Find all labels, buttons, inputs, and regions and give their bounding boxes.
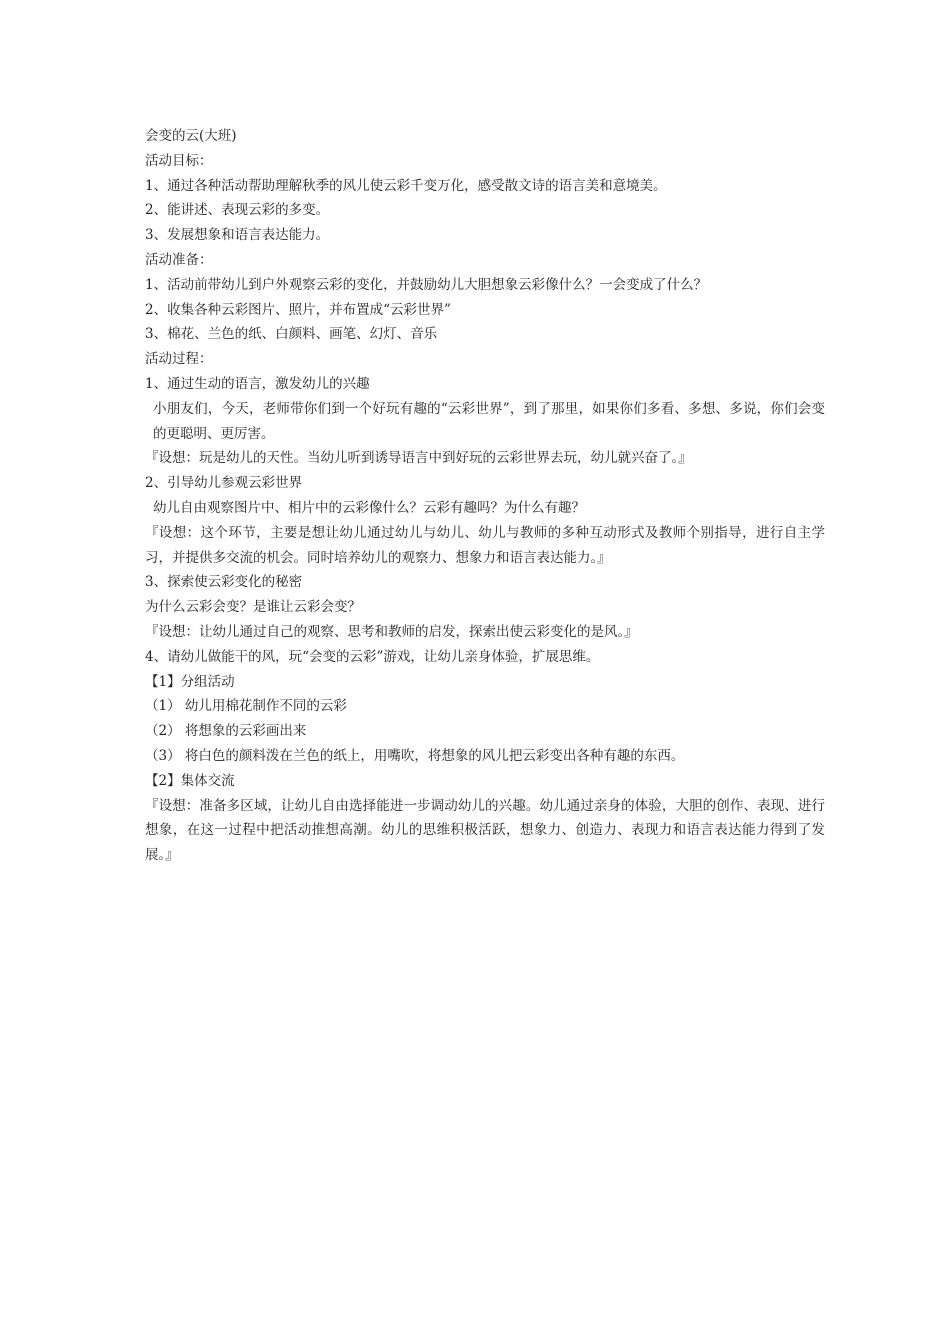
step2-note: 『设想：这个环节，主要是想让幼儿通过幼儿与幼儿、幼儿与教师的多种互动形式及教师个别指导，进行自主学习，并提供多交流的机会。同时培养幼儿的观察力、想象力和语言表达能力。』 [145,524,825,566]
prep-item: 3、棉花、兰色的纸、白颜料、画笔、幻灯、音乐 [145,326,438,343]
goals-heading: 活动目标： [145,152,213,169]
step3-title: 3、探索使云彩变化的秘密 [145,574,303,591]
group-item: （1） 幼儿用棉花制作不同的云彩 [145,698,347,715]
step1-note: 『设想：玩是幼儿的天性。当幼儿听到诱导语言中到好玩的云彩世界去玩，幼儿就兴奋了。』 [145,450,692,467]
goal-item: 3、发展想象和语言表达能力。 [145,227,330,244]
goal-item: 1、通过各种活动帮助理解秋季的风儿使云彩千变万化，感受散文诗的语言美和意境美。 [145,177,667,194]
document-title: 会变的云(大班) [145,128,237,144]
goal-item: 2、能讲述、表现云彩的多变。 [145,202,330,219]
prep-item: 1、活动前带幼儿到户外观察云彩的变化，并鼓励幼儿大胆想象云彩像什么？一会变成了什么？ [145,276,708,293]
group-item: （2） 将想象的云彩画出来 [145,723,307,740]
step1-title: 1、通过生动的语言，激发幼儿的兴趣 [145,375,370,392]
prep-heading: 活动准备： [145,251,213,268]
prep-item: 2、收集各种云彩图片、照片，并布置成“云彩世界” [145,301,451,318]
step2-text: 幼儿自由观察图片中、相片中的云彩像什么？云彩有趣吗？为什么有趣？ [153,499,585,516]
document-body [145,124,825,868]
collective-heading: 【2】集体交流 [145,772,235,789]
step2-title: 2、引导幼儿参观云彩世界 [145,475,303,492]
group-heading: 【1】分组活动 [145,673,235,690]
final-note: 『设想：准备多区域，让幼儿自由选择能进一步调动幼儿的兴趣。幼儿通过亲身的体验，大胆的创作、表现、进行想象，在这一过程中把活动推想高潮。幼儿的思维积极活跃，想象力、创造力、表现力和语言表达能力得到了发展。』 [145,797,825,864]
process-heading: 活动过程： [145,351,213,368]
step3-text: 为什么云彩会变？是谁让云彩会变？ [145,599,361,616]
step3-note: 『设想：让幼儿通过自己的观察、思考和教师的启发，探索出使云彩变化的是风。』 [145,623,638,640]
group-item: （3） 将白色的颜料泼在兰色的纸上，用嘴吹，将想象的风儿把云彩变出各种有趣的东西。 [145,747,685,764]
step1-text: 小朋友们，今天，老师带你们到一个好玩有趣的“云彩世界”，到了那里，如果你们多看、多想、多说，你们会变的更聪明、更厉害。 [153,400,825,442]
step4-title: 4、请幼儿做能干的风，玩“会变的云彩”游戏，让幼儿亲身体验，扩展思维。 [145,648,600,665]
